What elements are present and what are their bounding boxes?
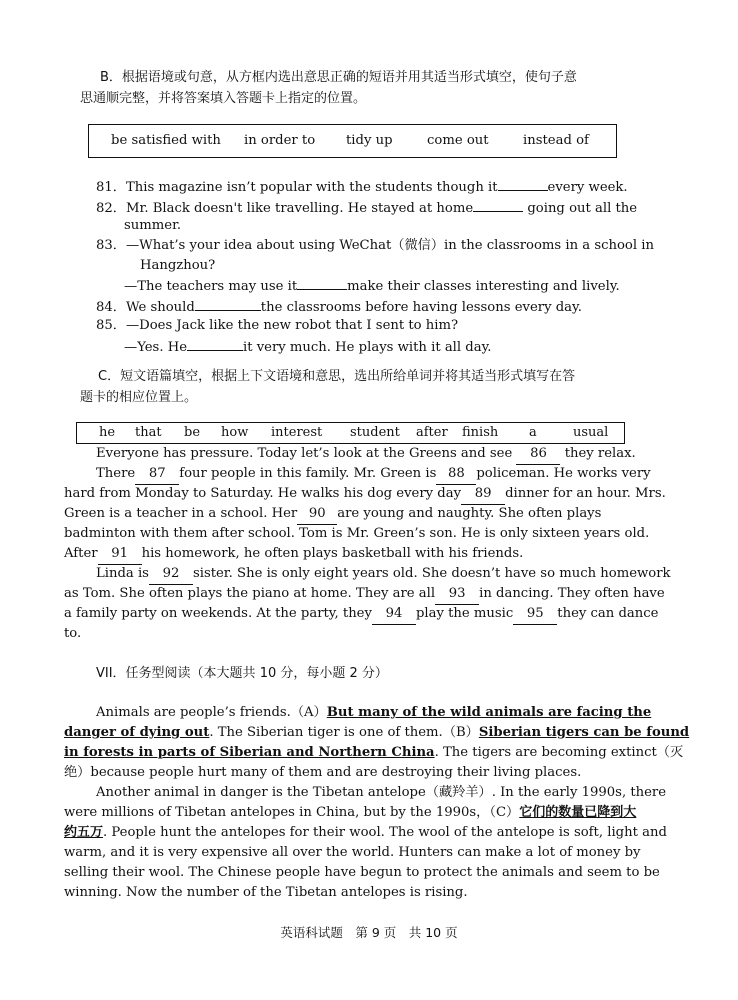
word-item: interest — [271, 425, 323, 440]
blank-95[interactable]: 95 — [513, 604, 557, 625]
passage-text: his homework, he often plays basketball with his friends. — [141, 546, 524, 561]
reading-line — [96, 703, 651, 723]
question-84 — [96, 296, 582, 318]
word-item: finish — [462, 425, 499, 440]
section-b-instruction: B．根据语境或句意，从方框内选出意思正确的短语并用其适当形式填空，使句子意 — [100, 70, 577, 85]
answer-blank[interactable] — [473, 197, 523, 212]
question-text: 82．Mr. Black doesn't like travelling. He stayed at home — [96, 201, 474, 216]
word-item: that — [135, 425, 162, 440]
question-83: 83．—What’s your idea about using WeChat（微信）in the classrooms in a school in — [96, 238, 654, 253]
blank-86[interactable]: 86 — [516, 444, 560, 465]
word-item: be — [184, 425, 201, 440]
reading-line: winning. Now the number of the Tibetan antelopes is rising. — [64, 885, 468, 900]
passage-text: Green is a teacher in a school. Her — [64, 506, 298, 521]
reading-line: 绝）because people hurt many of them and are destroying their living places. — [64, 765, 582, 780]
word-item: how — [221, 425, 249, 440]
passage-text: Everyone has pressure. Today let’s look at the Greens and see — [96, 446, 513, 461]
passage-text: they relax. — [564, 446, 636, 461]
section-b-instruction-cont: 思通顺完整，并将答案填入答题卡上指定的位置。 — [80, 91, 367, 106]
question-text: the classrooms before having lessons every day. — [260, 300, 582, 315]
page-footer: 英语科试题 第 9 页 共 10 页 — [280, 925, 458, 940]
reading-text: were millions of Tibetan antelopes in China, but by the 1990s，（C） — [64, 805, 520, 820]
answer-blank[interactable] — [187, 336, 243, 351]
passage-text: policeman. He works very — [476, 466, 651, 481]
question-83-answer-line — [124, 275, 620, 297]
passage-text: are young and naughty. She often plays — [337, 506, 602, 521]
passage-text: they can dance — [557, 606, 659, 621]
question-text: —Yes. He — [124, 340, 188, 355]
reading-text: . The tigers are becoming extinct（灭 — [434, 745, 684, 760]
blank-92[interactable]: 92 — [149, 564, 193, 585]
question-85-answer-line — [124, 336, 492, 358]
reading-line — [64, 823, 667, 843]
passage-c-line — [96, 464, 651, 485]
passage-text: play the music — [415, 606, 514, 621]
passage-text: in dancing. They often have — [479, 586, 665, 601]
passage-c-line — [64, 584, 665, 605]
question-text: going out all the — [527, 201, 638, 216]
question-81 — [96, 176, 628, 198]
blank-88[interactable]: 88 — [436, 464, 476, 485]
passage-text: After — [64, 546, 98, 561]
passage-c-line — [96, 564, 671, 585]
word-item: he — [99, 425, 116, 440]
passage-c-line — [64, 604, 658, 625]
question-82-cont: summer. — [124, 218, 182, 233]
reading-line: Another animal in danger is the Tibetan antelope（藏羚羊）. In the early 1990s, there — [96, 785, 667, 800]
blank-89[interactable]: 89 — [461, 484, 505, 505]
passage-c-line — [96, 444, 636, 465]
answer-blank[interactable] — [195, 296, 261, 311]
passage-text: as Tom. She often plays the piano at home. They are all — [64, 586, 436, 601]
phrase-box — [88, 124, 617, 158]
reading-line — [64, 743, 683, 763]
section-c-instruction: C．短文语篇填空，根据上下文语境和意思，选出所给单词并将其适当形式填写在答 — [98, 369, 576, 384]
word-item: after — [416, 425, 448, 440]
question-text: make their classes interesting and lively. — [347, 279, 620, 294]
underlined-sentence-a: But many of the wild animals are facing the — [326, 705, 652, 720]
reading-line: selling their wool. The Chinese people have begun to protect the animals and seem to be — [64, 865, 660, 880]
word-item: usual — [573, 425, 609, 440]
question-83-cont: Hangzhou? — [140, 258, 216, 273]
reading-line — [64, 723, 689, 743]
passage-text: Linda is — [96, 566, 149, 581]
passage-c-line: to. — [64, 626, 82, 641]
passage-text: four people in this family. Mr. Green is — [179, 466, 437, 481]
passage-text: dinner for an hour. Mrs. — [505, 486, 666, 501]
reading-text: . People hunt the antelopes for their wool. The wool of the antelope is soft, light and — [103, 825, 667, 840]
reading-text: . The Siberian tiger is one of them.（B） — [209, 725, 479, 740]
underlined-sentence-b: in forests in parts of Siberian and Northern China — [64, 745, 435, 760]
question-text: 84．We should — [96, 300, 195, 315]
phrase-item: come out — [427, 133, 489, 148]
reading-line: warm, and it is very expensive all over the world. Hunters can make a lot of money by — [64, 845, 641, 860]
question-text: it very much. He plays with it all day. — [243, 340, 492, 355]
question-text: 81．This magazine isn’t popular with the students though it — [96, 180, 498, 195]
phrase-item: in order to — [244, 133, 316, 148]
answer-blank[interactable] — [297, 275, 347, 290]
passage-c-line: badminton with them after school. Tom is Mr. Green’s son. He is only sixteen years old. — [64, 526, 650, 541]
passage-c-line — [64, 484, 666, 505]
passage-text: hard from Monday to Saturday. He walks his dog every day — [64, 486, 462, 501]
passage-c-line — [64, 504, 601, 525]
word-item: student — [350, 425, 400, 440]
word-box — [76, 422, 625, 444]
underlined-sentence-c: 它们的数量已降到大 — [519, 805, 637, 820]
passage-text: There — [96, 466, 136, 481]
word-item: a — [529, 425, 537, 440]
question-text: —The teachers may use it — [124, 279, 298, 294]
question-85: 85．—Does Jack like the new robot that I sent to him? — [96, 318, 459, 333]
question-text: every week. — [547, 180, 628, 195]
blank-94[interactable]: 94 — [372, 604, 416, 625]
underlined-sentence-c: 约五万 — [64, 825, 104, 840]
phrase-item: tidy up — [346, 133, 393, 148]
phrase-item: be satisfied with — [111, 133, 221, 148]
section-vii-heading: VII．任务型阅读（本大题共 10 分，每小题 2 分） — [96, 666, 388, 681]
blank-93[interactable]: 93 — [435, 584, 479, 605]
blank-90[interactable]: 90 — [297, 504, 337, 525]
reading-line — [64, 803, 636, 823]
passage-text: sister. She is only eight years old. She doesn’t have so much homework — [192, 566, 671, 581]
passage-c-line — [64, 544, 523, 565]
underlined-sentence-a: danger of dying out — [64, 725, 210, 740]
phrase-item: instead of — [523, 133, 589, 148]
reading-text: Animals are people’s friends.（A） — [96, 705, 327, 720]
passage-text: a family party on weekends. At the party, they — [64, 606, 372, 621]
blank-91[interactable]: 91 — [98, 544, 142, 565]
underlined-sentence-b: Siberian tigers can be found — [478, 725, 690, 740]
blank-87[interactable]: 87 — [135, 464, 179, 485]
answer-blank[interactable] — [498, 176, 548, 191]
section-c-instruction-cont: 题卡的相应位置上。 — [80, 390, 198, 405]
